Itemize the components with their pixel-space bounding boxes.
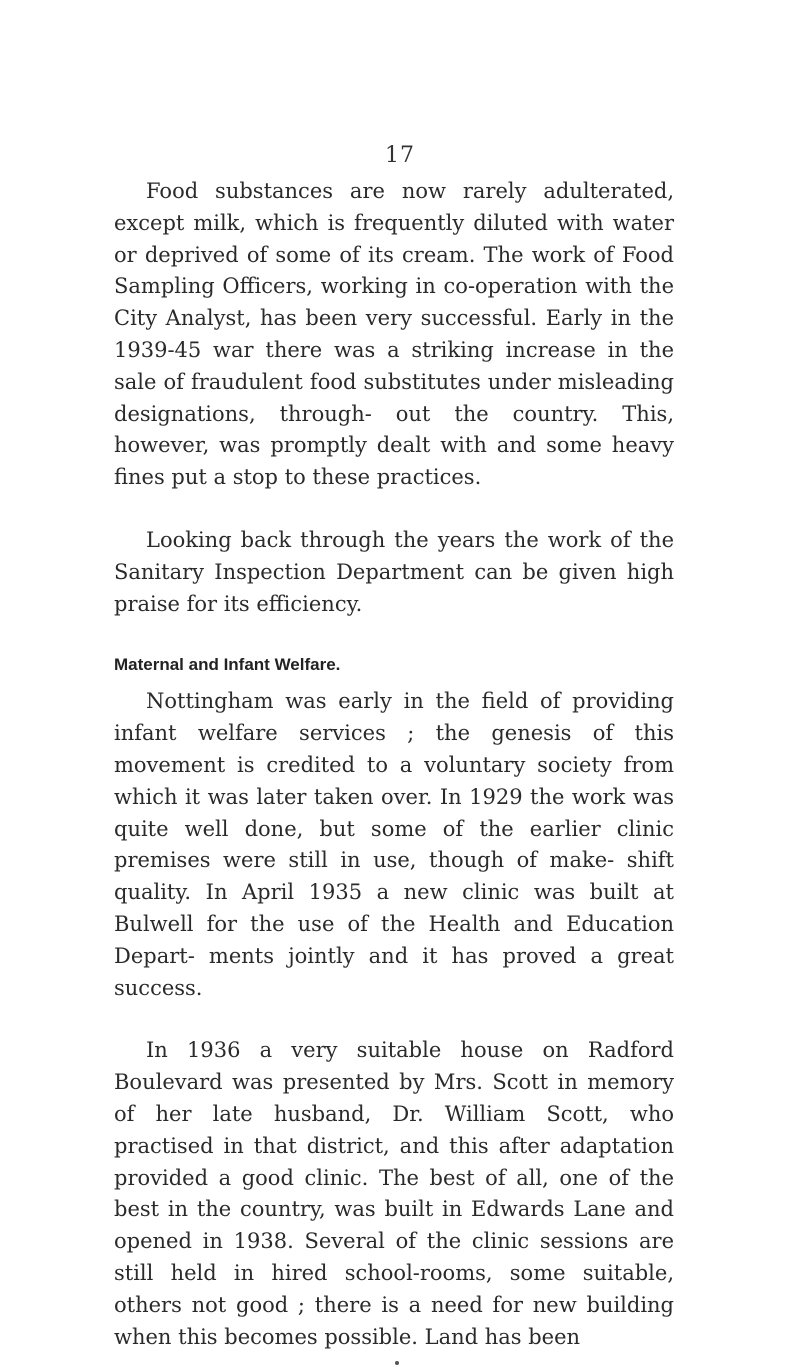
paragraph-radford-boulevard: In 1936 a very suitable house on Radford Boulevard was presented by Mrs. Scott in memory of her late husband, Dr. William Scott, who practised in that district, and this after adaptation provided a good clinic. The best of all, one of the best in the country, was built in Edwards Lane and opened in 1938. Several of the clinic sessions are still held in hired school-rooms, some suitable, others not good ; there is a need for new building when this becomes possible. Land has been (114, 1038, 674, 1349)
paragraph-infant-welfare-services: Nottingham was early in the field of providing infant welfare services ; the genesis of this movement is credited to a voluntary society from which it was later taken over. In 1929 the work was quite well done, but some of the earlier clinic premises were still in use, though of make- shift quality. In April 1935 a new clinic was built at Bulwell for the use of the Health and Education Depart- ments jointly and it has proved a great success. (114, 689, 674, 1000)
page-mark (395, 1361, 399, 1365)
paragraph-sanitary-inspection: Looking back through the years the work of the Sanitary Inspection Department can be given high praise for its efficiency. (114, 527, 674, 616)
page-body (114, 176, 674, 1353)
page-number: 17 (385, 143, 415, 168)
paragraph-food-substances: Food substances are now rarely adulterated, except milk, which is frequently diluted with water or deprived of some of its cream. The work of Food Sampling Officers, working in co-operation with the City Analyst, has been very successful. Early in the 1939-45 war there was a striking increase in the sale of fraudulent food substitutes under misleading designations, through- out the country. This, however, was promptly dealt with and some heavy fines put a stop to these practices. (114, 179, 674, 490)
section-heading-maternal-infant-welfare: Maternal and Infant Welfare. (114, 655, 341, 675)
